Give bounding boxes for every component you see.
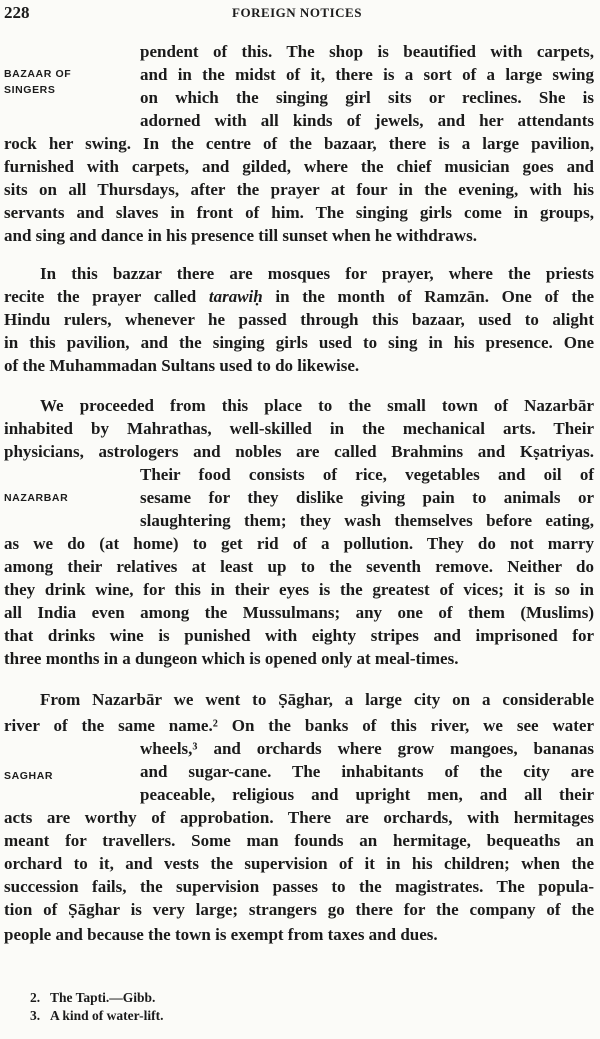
running-head: FOREIGN NOTICES	[232, 5, 362, 20]
text-line: acts are worthy of approbation. There are orchards, with hermitages	[4, 808, 594, 827]
footnote-number: 2.	[30, 990, 41, 1005]
text-line: rock her swing. In the centre of the bazaar, there is a large pavilion,	[4, 134, 594, 153]
text-line: that drinks wine is punished with eighty stripes and imprisoned for	[4, 626, 594, 645]
text-line: three months in a dungeon which is opened only at meal-times.	[4, 649, 459, 668]
text-line: Hindu rulers, whenever he passed through this bazaar, used to alight	[4, 310, 594, 329]
text-line-with-italic	[4, 285, 594, 308]
footnote	[30, 1007, 164, 1024]
page-number: 228	[4, 3, 30, 22]
text-line: slaughtering them; they wash themselves before eating,	[140, 511, 594, 530]
text-line: sits on all Thursdays, after the prayer at four in the evening, with his	[4, 180, 594, 199]
text-line: meant for travellers. Some man founds an hermitage, bequeaths an	[4, 831, 594, 850]
sidenote-bazaar-line2: SINGERS	[4, 84, 56, 96]
footnote-text: A kind of water-lift.	[50, 1008, 164, 1023]
text-line: From Nazarbār we went to Ṣāghar, a large city on a considerable	[40, 690, 594, 709]
text-line: as we do (at home) to get rid of a pollution. They do not marry	[4, 534, 594, 553]
footnote	[30, 989, 155, 1006]
sidenote-saghar: SAGHAR	[4, 770, 54, 782]
sidenote-bazaar-line1: BAZAAR OF	[4, 68, 72, 80]
text-line: orchard to it, and vests the supervision of it in his children; when the	[4, 854, 594, 873]
text-line: furnished with carpets, and gilded, where the chief musician goes and	[4, 157, 594, 176]
text-line: and in the midst of it, there is a sort of a large swing	[140, 65, 594, 84]
page-header	[4, 3, 590, 25]
text-line: We proceeded from this place to the small town of Nazarbār	[40, 396, 594, 415]
text-line: inhabited by Mahrathas, well-skilled in the mechanical arts. Their	[4, 419, 594, 438]
text-line: people and because the town is exempt from taxes and dues.	[4, 925, 438, 944]
text-line: tion of Ṣāghar is very large; strangers go there for the company of the	[4, 900, 594, 919]
text-line: and sing and dance in his presence till sunset when he withdraws.	[4, 226, 477, 245]
text-line: adorned with all kinds of jewels, and her attendants	[140, 111, 594, 130]
italic-term: tarawiḥ	[208, 287, 263, 306]
footnote-text: The Tapti.—Gibb.	[50, 990, 156, 1005]
text-line: pendent of this. The shop is beautified with carpets,	[140, 42, 594, 61]
text-segment: in the month of Ramzān. One of the	[275, 287, 595, 306]
text-line: succession fails, the supervision passes to the magistrates. The popula-	[4, 877, 594, 896]
text-line: river of the same name.² On the banks of this river, we see water	[4, 716, 594, 735]
text-line: among their relatives at least up to the seventh remove. Neither do	[4, 557, 594, 576]
text-line: on which the singing girl sits or reclines. She is	[140, 88, 594, 107]
text-line: and sugar-cane. The inhabitants of the city are	[140, 762, 594, 781]
text-segment: recite the prayer called	[4, 287, 197, 306]
text-line: servants and slaves in front of him. The singing girls come in groups,	[4, 203, 594, 222]
footnote-number: 3.	[30, 1008, 41, 1023]
text-line: peaceable, religious and upright men, and all their	[140, 785, 594, 804]
text-line: they drink wine, for this in their eyes is the greatest of vices; it is so in	[4, 580, 594, 599]
text-line: all India even among the Mussulmans; any one of them (Muslims)	[4, 603, 594, 622]
text-line: wheels,³ and orchards where grow mangoes, bananas	[140, 739, 594, 758]
text-line: physicians, astrologers and nobles are called Brahmins and Kṣatriyas.	[4, 442, 594, 461]
text-line: In this bazzar there are mosques for prayer, where the priests	[40, 264, 594, 283]
sidenote-nazarbar: NAZARBAR	[4, 492, 69, 504]
text-line: in this pavilion, and the singing girls used to sing in his presence. One	[4, 333, 594, 352]
text-line: of the Muhammadan Sultans used to do likewise.	[4, 356, 360, 375]
text-line: sesame for they dislike giving pain to animals or	[140, 488, 594, 507]
text-line: Their food consists of rice, vegetables and oil of	[140, 465, 594, 484]
